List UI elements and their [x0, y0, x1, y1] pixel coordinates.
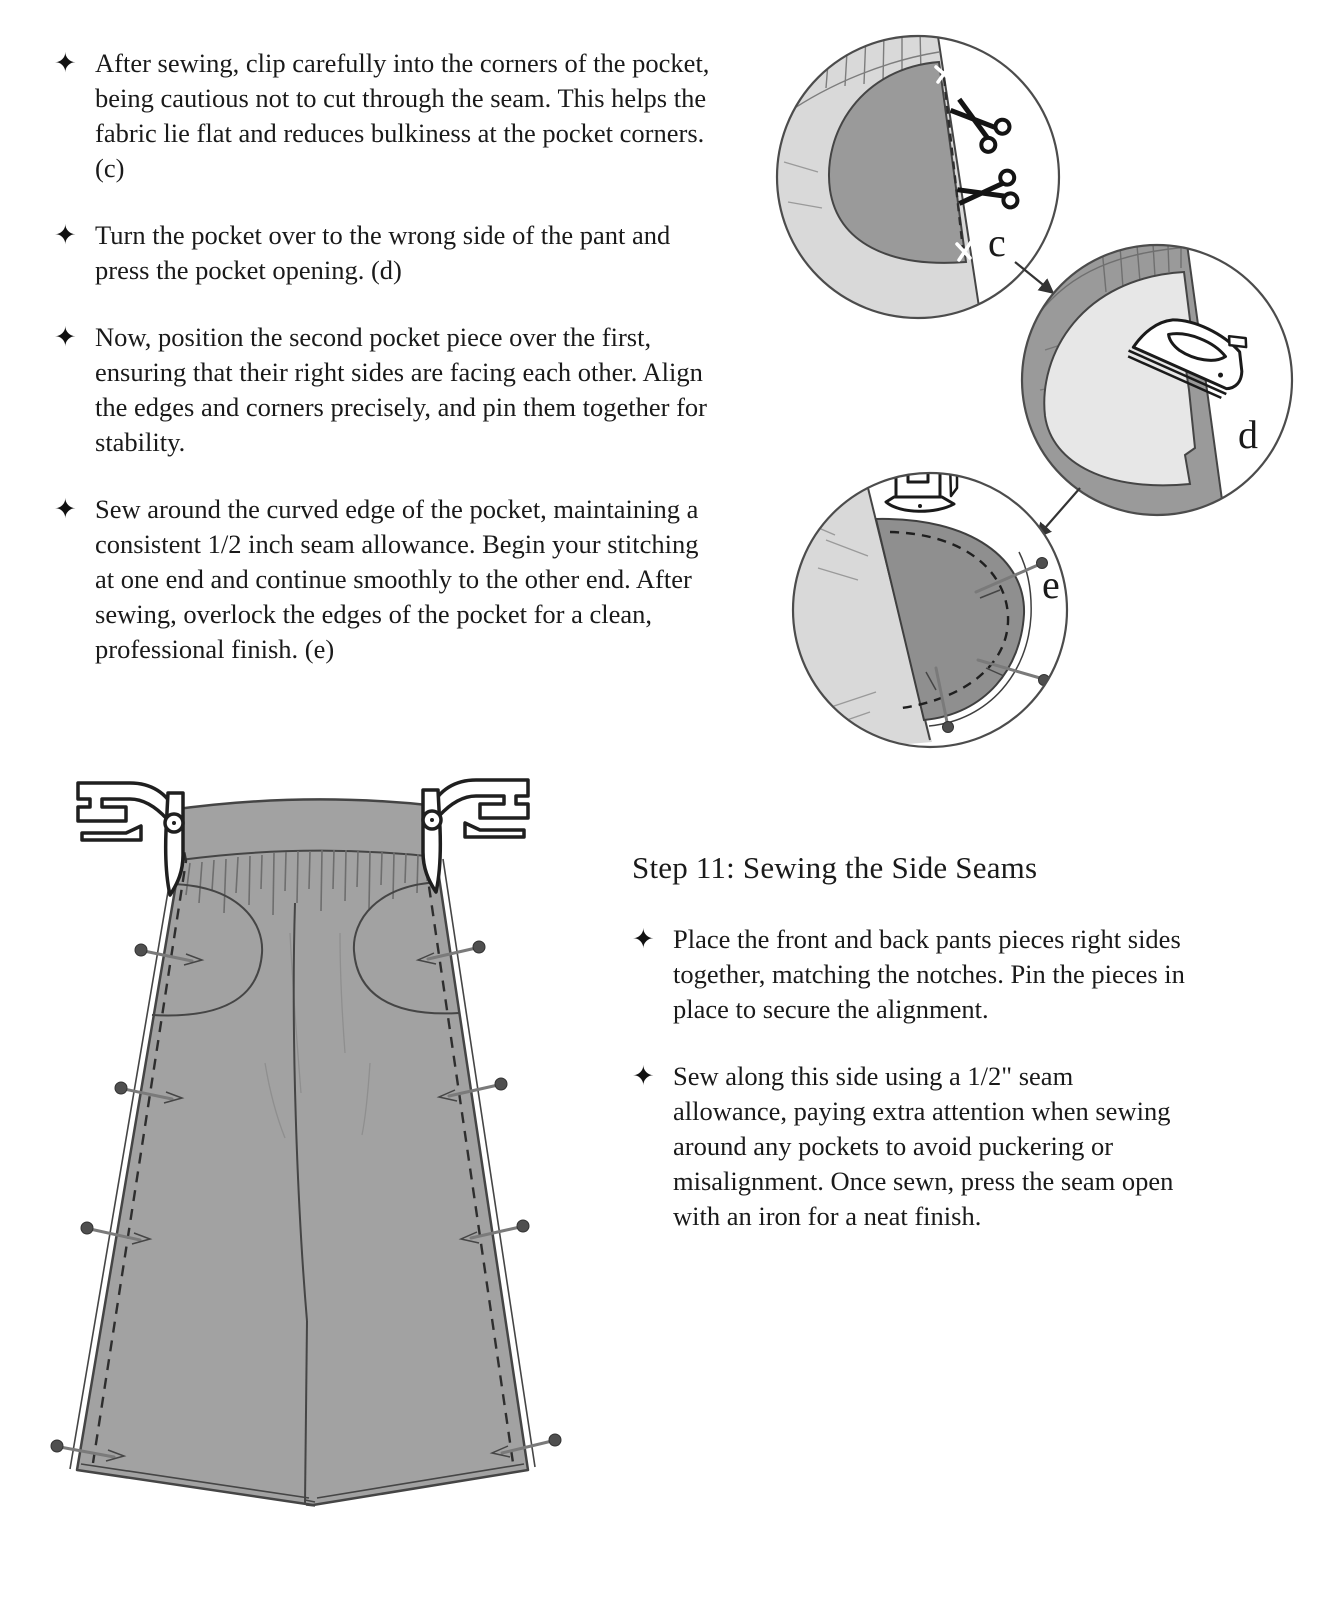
list-item [632, 1059, 1192, 1234]
figure-label-e: e [1042, 562, 1060, 607]
presser-foot-icon [78, 783, 183, 895]
pocket-steps-illustration [740, 20, 1326, 750]
star-bullet-icon: ✦ [54, 494, 77, 525]
instruction-text: After sewing, clip carefully into the corners of the pocket, being cautious not to cut through the seam. This helps the fabric lie flat and reduces bulkiness at the pocket corners. (c) [95, 48, 710, 183]
star-bullet-icon: ✦ [54, 322, 77, 353]
star-bullet-icon: ✦ [632, 924, 655, 955]
star-bullet-icon: ✦ [54, 48, 77, 79]
arrow-d-to-e [1038, 488, 1080, 536]
figure-label-c: c [988, 220, 1006, 265]
star-bullet-icon: ✦ [54, 220, 77, 251]
star-bullet-icon: ✦ [632, 1061, 655, 1092]
figure-c [752, 28, 1059, 332]
step-11-section [632, 850, 1192, 1266]
pants-diagram [40, 763, 640, 1543]
arrow-c-to-d [1015, 262, 1052, 292]
instruction-text: Now, position the second pocket piece over the first, ensuring that their right sides are facing each other. Align the edges and corners precisely, and pin them together for stability. [95, 322, 707, 457]
list-item [54, 46, 722, 186]
step-11-heading: Step 11: Sewing the Side Seams [632, 850, 1038, 885]
list-item [54, 218, 722, 288]
figure-d [1010, 238, 1292, 530]
instruction-text: Sew along this side using a 1/2" seam allowance, paying extra attention when sewing around any pockets to avoid puckering or misalignment. Once sewn, press the seam open with an iron for a neat finish. [673, 1061, 1174, 1231]
figure-e [776, 462, 1067, 750]
list-item [632, 922, 1192, 1027]
pocket-instructions [54, 46, 722, 699]
list-item [54, 320, 722, 460]
figure-label-d: d [1238, 412, 1258, 457]
presser-foot-icon [423, 780, 528, 892]
instruction-text: Place the front and back pants pieces right sides together, matching the notches. Pin the pieces in place to secure the alignment. [673, 924, 1185, 1024]
list-item [54, 492, 722, 667]
pants-body [77, 799, 528, 1505]
instruction-text: Sew around the curved edge of the pocket, maintaining a consistent 1/2 inch seam allowance. Begin your stitching at one end and continue smoothly to the other end. After sewing, overlock the edges of the pocket for a clean, professional finish. (e) [95, 494, 699, 664]
instruction-text: Turn the pocket over to the wrong side of the pant and press the pocket opening. (d) [95, 220, 671, 285]
